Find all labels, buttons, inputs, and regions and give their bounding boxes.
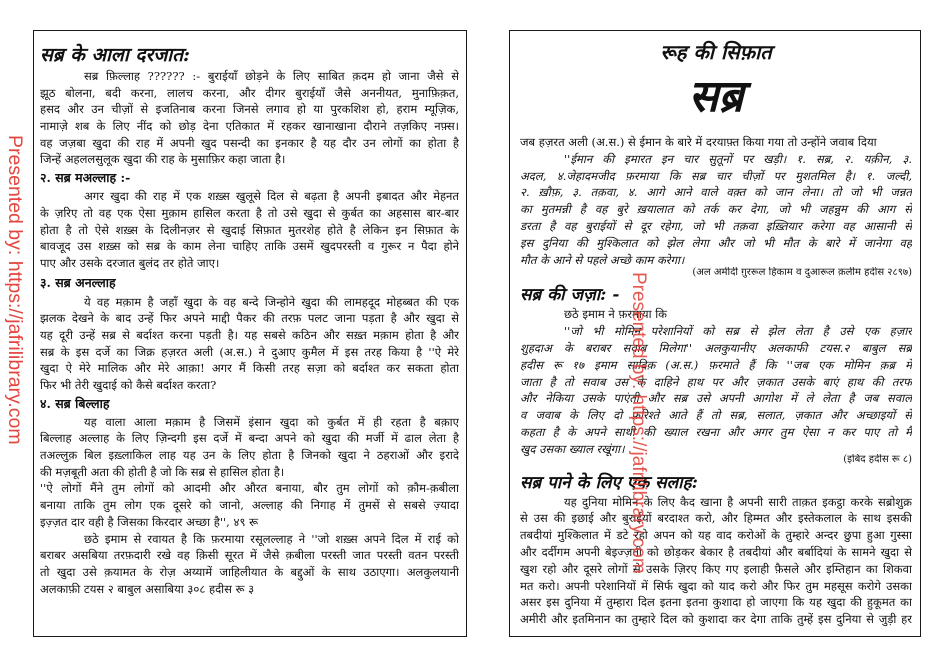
text-line: पाए और उसके दरजात बुलंद तर होते जाए। <box>40 255 220 270</box>
quote-paragraph <box>520 323 912 457</box>
text-line: हदीस रू १७ इमाम सादिक़ (अ.स.) फ़रमाते हैं कि ''जब एक मोमिन क़ब्र में <box>520 357 912 372</box>
intro-line: जब हज़रत अली (अ.स.) से ईमान के बारे में दरयाफ़्त किया गया तो उन्होंने जवाब दिया <box>520 135 877 149</box>
paragraph <box>40 294 459 394</box>
text-line: अदल, ४.जेहादमजीद फ़रमाया कि सब्र चार चीज़ों पर मुशतमिल है। १. जल्दी, <box>520 168 912 183</box>
paragraph <box>40 531 459 598</box>
paragraph <box>40 414 459 481</box>
text-line: तबदीयां मुश्किलात में डटे रहो अपन को यह वाद करोओं के तुम्हारे अन्दर छुपा हुआ गुस्सा <box>520 528 912 543</box>
text-line: झूठ बोलना, बदी करना, लालच करना, और दीगर बुराईयाँ जैसे अननीयत, मुनाफ़िक़त, <box>40 85 459 100</box>
text-line: यह दुनिया मोमिन के लिए कैद खाना है अपनी सारी ताक़त इकट्ठा करके सब्रोशुक्र <box>564 494 912 509</box>
text-line: यह दूरी उन्हें सब्र से बर्दाश्त करना पड़ती है। यह सबसे कठिन और सख़्त मक़ाम होता है और <box>40 327 459 342</box>
intro-line: छठे इमाम ने फ़रमाया कि <box>564 307 668 322</box>
left-page <box>33 30 467 637</box>
section-heading: सब्र पाने के लिए एक सलाह: <box>520 472 698 493</box>
quote-paragraph <box>520 151 912 269</box>
text-line: डरता है वह बुराईयों से दूर रहेगा, जो भी तक़वा इख़्तियार करेगा वह आसानी से <box>520 218 912 233</box>
paragraph <box>40 188 459 271</box>
text-line: तअल्लुक़ बिल इख़्लाकिल लाह यह उन के लिए होता है जिनको खुदा ने ठहराओं और इरादे <box>40 448 459 463</box>
text-line: ''ऐ लोगों मैंने तुम लोगों को आदमी और औरत बनाया, बौर तुम लोगों को क़ौम-क़बीला <box>40 481 459 496</box>
text-line: ''ईमान की इमारत इन चार सुतूनों पर खड़ी। १. सब्र, २. यक़ीन, ३. <box>564 151 912 166</box>
text-line: जाता है तो सवाब उस के दाहिने हाथ पर और ज़कात उसके बाएं हाथ की तरफ <box>520 374 912 389</box>
text-line: और दर्दीगम अपनी बेइज्ज़ती को छोड़कर बेकार है तबदीयां और बर्बादियां के सामने खुदा से <box>520 544 912 559</box>
text-line: खुद उसका ख्याल रखूंगा। <box>520 441 625 456</box>
text-line: की मज़बूती अता की होती है जो कि सब्र से हासिल होता है। <box>40 464 285 479</box>
section-heading: ४. सब्र बिल्लाह <box>40 395 110 411</box>
text-line: और नेकिया उसके पाएंती और सब्र उसे अपनी आगोश में ले लेता है जब सवाल <box>520 391 912 406</box>
text-line: बनाया ताकि तुम लोग एक दूसरे को जानो, अल्लाह की निगाह में तुमसें से सबसे ज़्यादा <box>40 498 459 513</box>
text-line: बराबर असबिया तरफ़दारी रखे वह क़िसी सूरत में जैसे क़बीला परस्ती जात परस्ती वतन परस्ती <box>40 548 459 563</box>
citation: (अल अमीदी ग़ुररूल हिकाम व दुआरूल क़लीम हदीस २८९७) <box>692 267 912 279</box>
text-line: वह जज़बा खुदा की राह में अपनी खुद पसन्दी का इनकार है यह दौर उन लोगों का होता है <box>40 135 459 150</box>
paragraph <box>520 494 912 628</box>
text-line: जिन्हें अहललसुलूक खुदा की राह के मुसाफ़िर कहा जाता है। <box>40 152 286 167</box>
text-line: सब्र फ़िल्लाह ?????? :- बुराईयाँ छोड़ने के लिए साबित क़दम हो जाना जैसे से <box>84 69 459 83</box>
text-line: अमीरी और इतमिनान का तुम्हारे दिल को कुशादा कर देगा ताकि तुम्हें इस दुनिया से जुड़ी हर <box>520 612 912 627</box>
text-line: असर इस दुनिया में तुम्हारा दिल इतना इतना कुशादा हो जाएगा कि यह खुदा की हुकूमत का <box>520 595 912 610</box>
text-line: इज़्ज़त दार वही है जिसका किरदार अच्छा है'', ४९ रू <box>40 514 259 529</box>
text-line: होता है तो ऐसे शख़्स के दिलीनज़र से खुदाई सिफ़ात मुतरशेह होते है लेकिन इन सिफ़ात के <box>40 222 459 237</box>
text-line: ये वह मक़ाम है जहाँ खुदा के वह बन्दे जिन्होने खुदा की लामहदूद मोहब्बत की एक <box>84 294 459 309</box>
text-line: ''जो भी मोमिन परेशानियों को सब्र से झेल लेता है उसे एक हज़ार <box>564 324 912 339</box>
text-line: अलकाफ़ी टयस २ बाबुल असाबिया ३०८ हदीस रू ३ <box>40 581 255 596</box>
citation: (इबिद हदीस रू ८) <box>843 453 912 465</box>
section-heading: ३. सब्र अनल्लाह <box>40 274 116 290</box>
page-heading: सब्र के आला दरजात: <box>40 44 191 66</box>
text-line: मौत के आने से पहले अच्छे काम करेगा। <box>520 252 685 267</box>
text-line: झलक देखने के बाद उन्हें फिर अपने माद्दी पैकर की तरफ़ पलट जाना पड़ता है और खुदा से <box>40 311 459 326</box>
text-line: हसद और उन चीज़ों से इजतिनाब करना जिनसे लगाव हो या पुरकशिश हो, हराम म्यूज़िक, <box>40 102 459 117</box>
watermark-left: Presented by: https://jafrilibrary.com <box>4 135 26 445</box>
text-line: बावजूद उस शख़्स को सब्र के काम लेना चाहिए ताकि उसमें खुदपरस्ती व गुरूर न पैदा होने <box>40 239 459 254</box>
text-line: मत करो। अपनी परेशानियों में सिर्फ खुदा को याद करो और फिर तुम महसूस करोगे उसका <box>520 578 912 593</box>
watermark-center: Presented by: https://jafrilibrary.com <box>628 272 649 574</box>
text-line: इस दुनिया की मुश्किलात को झेल लेगा और जो भी मौत के बारे में जानेगा वह <box>520 235 912 250</box>
chapter-subtitle: रूह की सिफ़ात <box>660 40 772 64</box>
quote-paragraph <box>40 480 459 530</box>
text-line: २. ख़ौफ़, ३. तक़वा, ४. आगे आने वाले वक़्त को जान लेना। तो जो भी जन्नत <box>520 185 912 200</box>
text-line: खुश रहो और दूसरे लोगों से उसके ज़िरए किए गए इलाही फ़ैसले और इम्तिहान का शिकवा <box>520 561 912 576</box>
text-line: नामाज़े शब के लिए नींद को छोड़ देना एतिकात में रहकर खानाखाना दौराने तज़किए नफ़्स। <box>40 119 459 134</box>
text-line: व जवाब के लिए दो फ़रिश्ते आते हैं तो सब्र, सलात, ज़कात और अच्छाइयों से <box>520 408 912 423</box>
section-heading: सब्र की जज़ा: - <box>520 285 620 306</box>
text-line: यह वाला आला मक़ाम है जिसमें इंसान खुदा को कुर्बत में ही रहता है बक़ाए <box>84 414 459 429</box>
paragraph <box>40 68 459 168</box>
text-line: बिल्लाह अल्लाह के लिए ज़िन्दगी इस दर्जे में बन्दा अपने को खुदा की मर्जी में ढाल लेता है <box>40 431 459 446</box>
text-line: अगर खुदा की राह में एक शख़्स खुलूसे दिल से बढ़ता है अपनी इबादत और मेहनत <box>84 189 459 204</box>
chapter-title: सब्र <box>688 71 744 122</box>
right-page <box>509 30 921 637</box>
text-line: कहता है के अपने साथी की ख्याल रखना और अगर तुम ऐसा न कर पाए तो मैं <box>520 424 912 439</box>
text-line: सब्र के इस दर्जे का जिक्र हज़रत अली (अ.स.) ने दुआए कुमैल में इस तरह किया है ''ऐ मेरे <box>40 344 459 359</box>
text-line: शुहदाअ के बराबर सवाब मिलेगा'' अलकुयानीए अलकाफी टयस.२ बाबुल सब्र <box>520 340 912 355</box>
text-line: छठे इमाम से रवायत है कि फ़रमाया रसूलल्लाह ने ''जो शख़्स अपने दिल में राई को <box>84 531 459 546</box>
text-line: के ज़रिए तो वह एक ऐसा मुक़ाम हासिल करता है तो उसे खुदा से कुर्बत का अहसास बार-बार <box>40 205 459 220</box>
section-heading: २. सब्र मअल्लाह :- <box>40 170 131 186</box>
text-line: तो खुदा उसे क़यामत के रोज़ अय्यामें जाहिलीयात के बद्दुओं के साथ उठाएगा। अलकुलयानी <box>40 564 459 579</box>
text-line: से उस की इछाई और बुराईयों बरदाश्त करो, और हिम्मत और इस्तेकलाल के साथ इसकी <box>520 511 912 526</box>
text-line: का मुतमन्नी है वह बुरे ख़यालात को तर्क कर देगा, जो भी जहन्नुम की आग से <box>520 202 912 217</box>
text-line: खुदा ऐ मेरे मालिक और मेरे आक़ा! अगर मैं किसी तरह सज़ा को बर्दाश्त कर सकता होता <box>40 361 459 376</box>
text-line: फिर भी तेरी खुदाई को कैसे बर्दाश्त करता? <box>40 378 217 392</box>
